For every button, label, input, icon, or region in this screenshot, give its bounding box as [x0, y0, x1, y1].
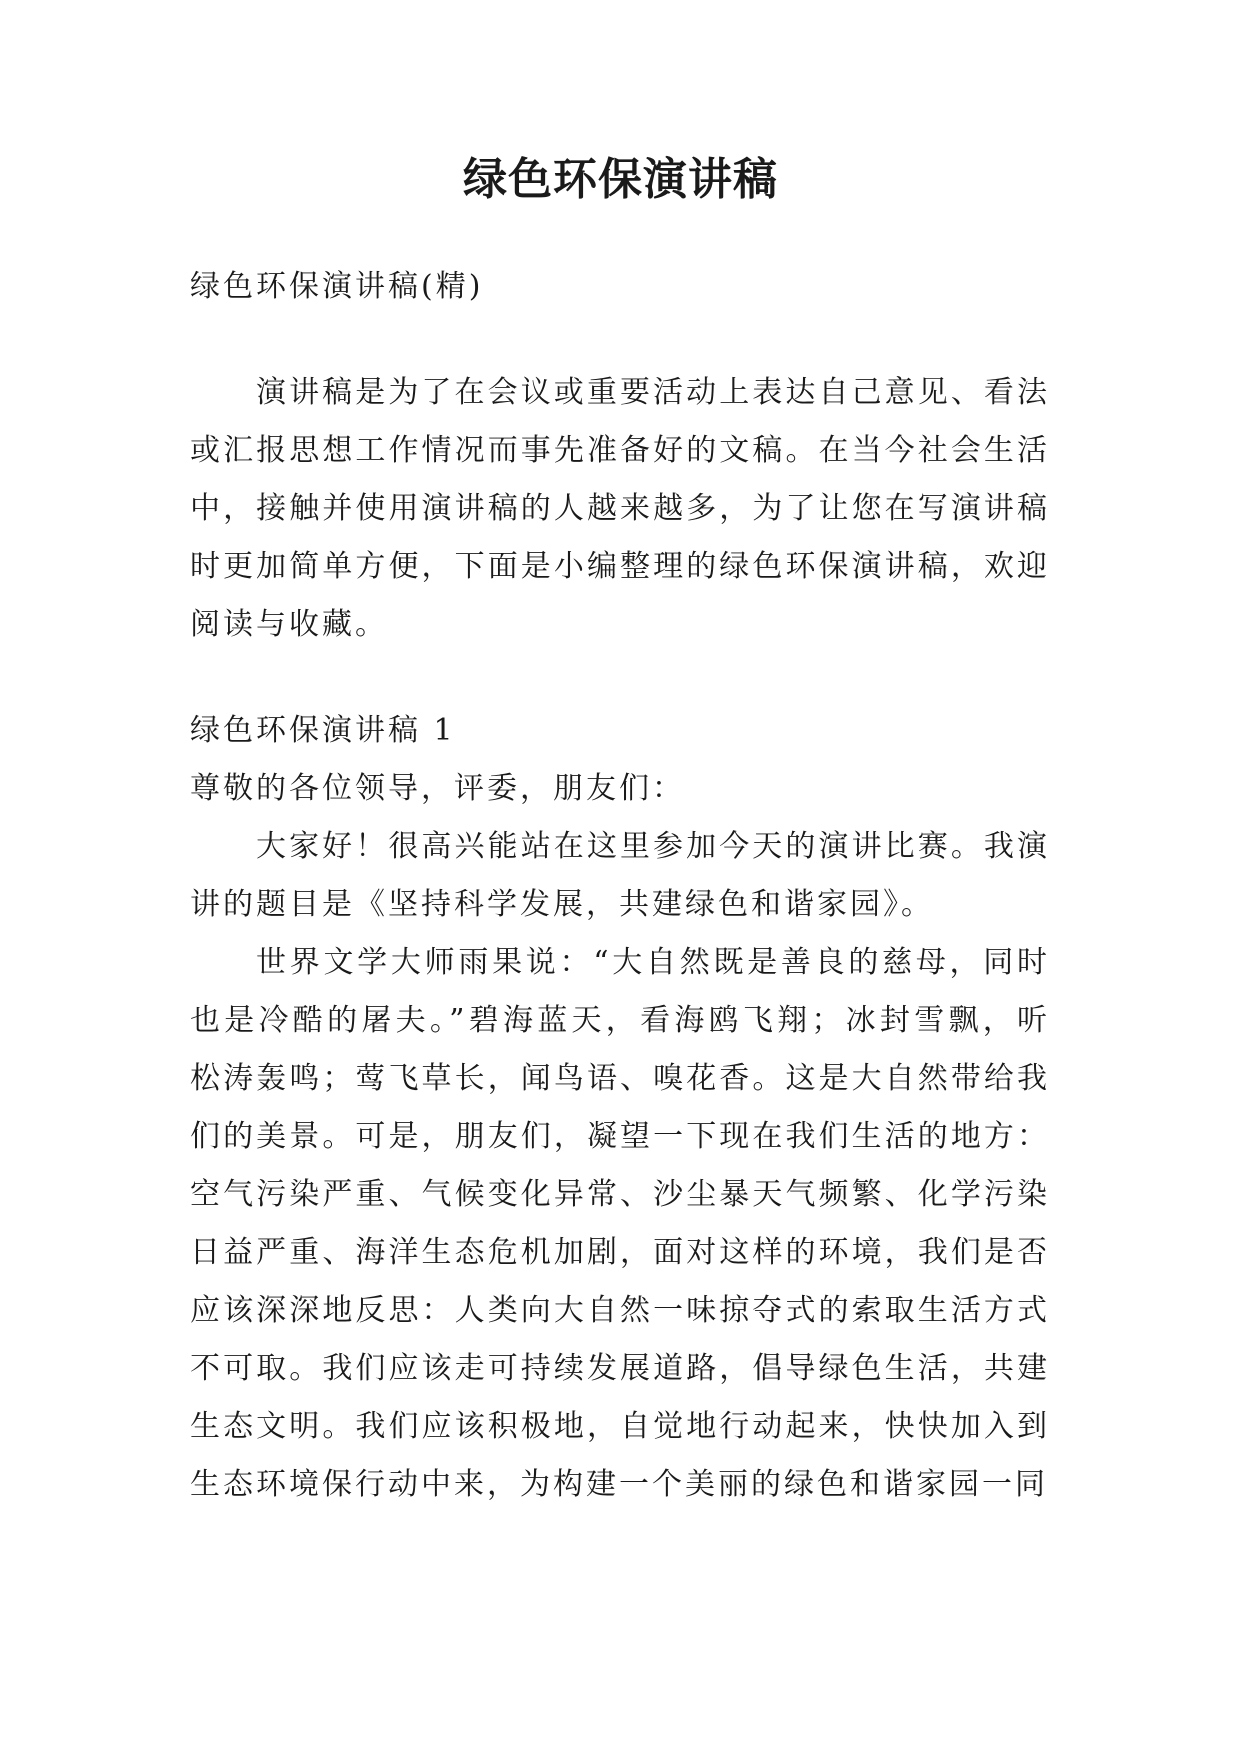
body-paragraph-1: 大家好！很高兴能站在这里参加今天的演讲比赛。我演讲的题目是《坚持科学发展，共建绿色和谐家园》。 — [190, 829, 1050, 922]
document-title: 绿色环保演讲稿 — [463, 154, 778, 205]
body-paragraph-2: 世界文学大师雨果说：“大自然既是善良的慈母，同时也是冷酷的屠夫。”碧海蓝天，看海鸥飞翔；冰封雪飘，听松涛轰鸣；莺飞草长，闻鸟语、嗅花香。这是大自然带给我们的美景。可是，朋友们，凝望一下现在我们生活的地方：空气污染严重、气候变化异常、沙尘暴天气频繁、化学污染日益严重、海洋生态危机加剧，面对这样的环境，我们是否应该深深地反思：人类向大自然一味掠夺式的索取生活方式不可取。我们应该走可持续发展道路，倡导绿色生活，共建生态文明。我们应该积极地，自觉地行动起来，快快加入到生态环境保行动中来，为构建一个美丽的绿色和谐家园一同 — [190, 945, 1050, 1502]
section-heading: 绿色环保演讲稿 1 — [190, 713, 456, 748]
intro-paragraph: 演讲稿是为了在会议或重要活动上表达自己意见、看法或汇报思想工作情况而事先准备好的文稿。在当今社会生活中，接触并使用演讲稿的人越来越多，为了让您在写演讲稿时更加简单方便，下面是小编整理的绿色环保演讲稿，欢迎阅读与收藏。 — [190, 375, 1050, 642]
salutation: 尊敬的各位领导，评委，朋友们： — [190, 771, 685, 806]
document-subtitle: 绿色环保演讲稿(精) — [190, 269, 484, 304]
document-body — [190, 258, 1050, 1514]
